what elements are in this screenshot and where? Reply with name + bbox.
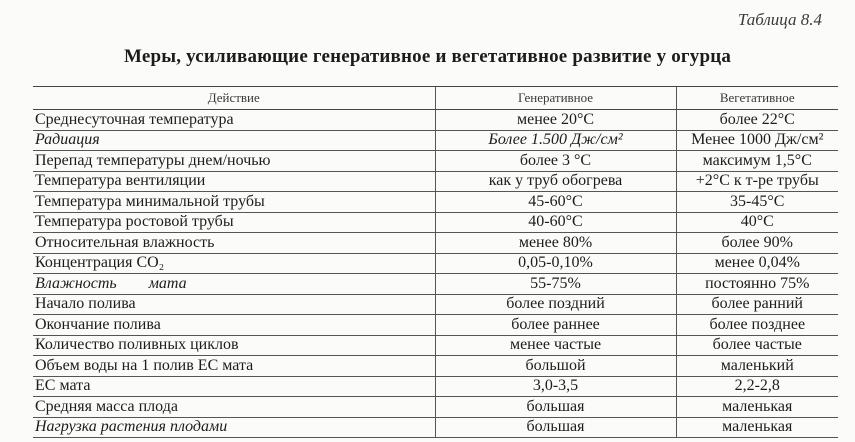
action-cell: Количество поливных циклов	[33, 335, 435, 356]
action-cell: Радиация	[33, 130, 435, 151]
column-header-vegetative: Вегетативное	[676, 87, 838, 110]
table-row	[33, 253, 838, 274]
column-header-generative: Генеративное	[435, 87, 676, 110]
action-cell: Средняя масса плода	[33, 397, 435, 418]
table-row	[33, 212, 838, 233]
action-cell: Температура минимальной трубы	[33, 192, 435, 213]
vegetative-cell: более ранний	[676, 294, 838, 315]
generative-cell: как у труб обогрева	[435, 171, 676, 192]
vegetative-cell: +2°C к т-ре трубы	[676, 171, 838, 192]
generative-cell: более поздний	[435, 294, 676, 315]
generative-cell: большой	[435, 356, 676, 377]
table-row	[33, 397, 838, 418]
header-row	[33, 87, 838, 110]
action-cell: Относительная влажность	[33, 233, 435, 254]
generative-cell: 45-60°C	[435, 192, 676, 213]
vegetative-cell: максимум 1,5°C	[676, 151, 838, 172]
vegetative-cell: более частые	[676, 335, 838, 356]
vegetative-cell: 40°C	[676, 212, 838, 233]
generative-cell: менее 80%	[435, 233, 676, 254]
table-row	[33, 356, 838, 377]
generative-cell: 40-60°C	[435, 212, 676, 233]
action-cell: Перепад температуры днем/ночью	[33, 151, 435, 172]
vegetative-cell: более 90%	[676, 233, 838, 254]
action-cell: Начало полива	[33, 294, 435, 315]
action-cell: Нагрузка растения плодами	[33, 417, 435, 438]
generative-cell: большая	[435, 417, 676, 438]
vegetative-cell: постоянно 75%	[676, 274, 838, 295]
generative-cell: более 3 °C	[435, 151, 676, 172]
action-cell: Влажность мата	[33, 274, 435, 295]
action-cell: Среднесуточная температура	[33, 110, 435, 131]
table-row	[33, 315, 838, 336]
vegetative-cell: маленькая	[676, 397, 838, 418]
generative-cell: менее частые	[435, 335, 676, 356]
vegetative-cell: 35-45°C	[676, 192, 838, 213]
generative-cell: 55-75%	[435, 274, 676, 295]
action-cell: Температура вентиляции	[33, 171, 435, 192]
table-row	[33, 130, 838, 151]
table-row	[33, 233, 838, 254]
generative-cell: 3,0-3,5	[435, 376, 676, 397]
vegetative-cell: маленькая	[676, 417, 838, 438]
table-caption: Меры, усиливающие генеративное и вегетативное развитие у огурца	[123, 46, 732, 67]
table-row	[33, 294, 838, 315]
generative-cell: большая	[435, 397, 676, 418]
table-row	[33, 417, 838, 438]
table-row	[33, 171, 838, 192]
vegetative-cell: менее 0,04%	[676, 253, 838, 274]
table-row	[33, 151, 838, 172]
generative-cell: Более 1.500 Дж/см²	[435, 130, 676, 151]
action-cell: EC мата	[33, 376, 435, 397]
table-row	[33, 335, 838, 356]
action-cell: Окончание полива	[33, 315, 435, 336]
vegetative-cell: более 22°C	[676, 110, 838, 131]
table-number-label: Таблица 8.4	[737, 10, 822, 29]
vegetative-cell: Менее 1000 Дж/см²	[676, 130, 838, 151]
action-cell: Объем воды на 1 полив EC мата	[33, 356, 435, 377]
vegetative-cell: маленький	[676, 356, 838, 377]
table-row	[33, 192, 838, 213]
generative-cell: 0,05-0,10%	[435, 253, 676, 274]
vegetative-cell: более позднее	[676, 315, 838, 336]
action-cell: Температура ростовой трубы	[33, 212, 435, 233]
measures-table	[33, 86, 838, 438]
table-row	[33, 110, 838, 131]
generative-cell: менее 20°C	[435, 110, 676, 131]
column-header-action: Действие	[33, 87, 435, 110]
table-row	[33, 274, 838, 295]
action-cell: Концентрация CO₂	[33, 253, 435, 274]
generative-cell: более раннее	[435, 315, 676, 336]
table-row	[33, 376, 838, 397]
vegetative-cell: 2,2-2,8	[676, 376, 838, 397]
